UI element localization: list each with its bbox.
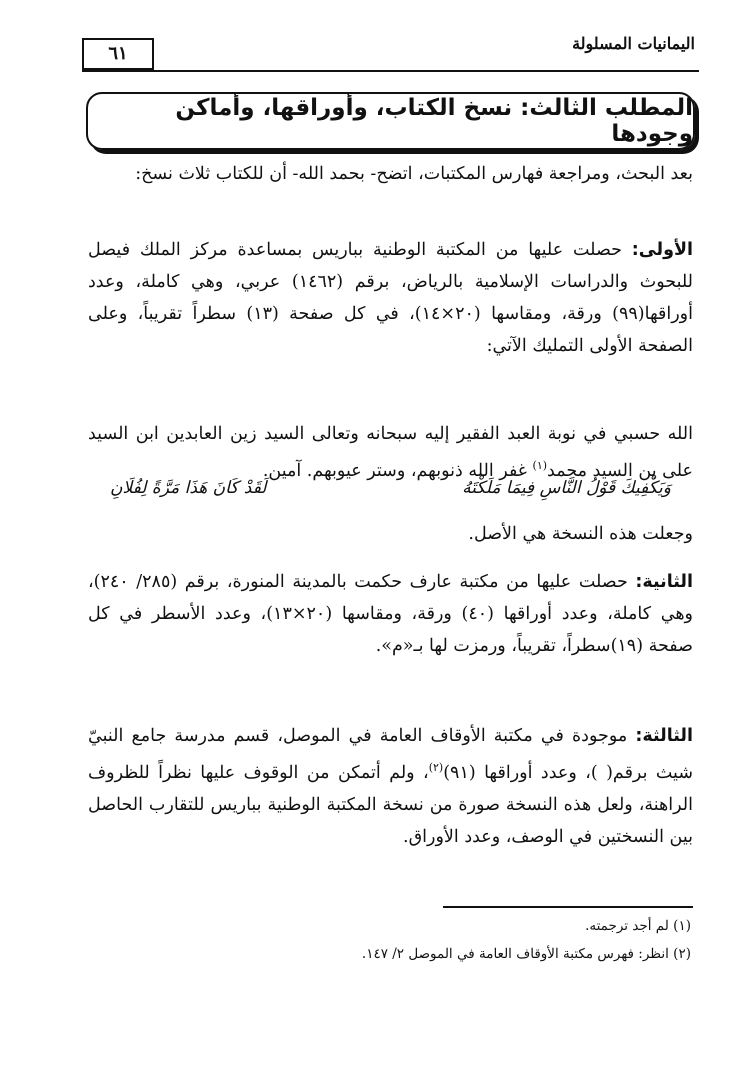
copy-three-text-b: ، ولم أتمكن من الوقوف عليها نظراً للظروف الراهنة، ولعل هذه النسخة صورة من نسخة المكتبة الوطنية بباريس للتقارب الحاصل بين النسختين في الوصف، وعدد الأوراق. <box>88 762 693 847</box>
running-header-title: اليمانيات المسلولة <box>572 34 695 53</box>
ownership-text-b: غفر الله ذنوبهم، وستر عيوبهم. آمين. <box>262 460 533 481</box>
poem-hemistich-2: لَقَدْ كَانَ هَذَا مَرَّةً لِفُلَانِ <box>110 478 267 498</box>
copy-one-paragraph <box>88 234 693 362</box>
copy-three-text-a: موجودة في مكتبة الأوقاف العامة في الموصل، قسم مدرسة جامع النبيّ شيث برقم( )، وعدد أوراقها (٩١) <box>88 726 694 783</box>
copy-two-label: الثانية: <box>635 572 693 592</box>
header-rule <box>82 70 699 72</box>
closing-line: وجعلت هذه النسخة هي الأصل. <box>468 524 693 544</box>
footnote-ref-1: (١) <box>532 459 548 472</box>
footnote-2: (٢) انظر: فهرس مكتبة الأوقاف العامة في الموصل ٢/ ١٤٧. <box>361 946 691 962</box>
footnote-1: (١) لم أجد ترجمته. <box>585 918 691 934</box>
ownership-text-a: الله حسبي في نوبة العبد الفقير إليه سبحانه وتعالى السيد زين العابدين ابن السيد على بن السيد محمد <box>88 424 693 481</box>
copy-one-label: الأولى: <box>631 240 693 260</box>
ownership-paragraph <box>88 418 693 487</box>
poem-hemistich-1: وَيَكْفِيكَ قَوْلُ النَّاسِ فِيمَا مَلَكْتَهُ <box>462 478 671 498</box>
poem-verse <box>110 478 671 510</box>
copy-two-paragraph <box>88 566 693 662</box>
section-heading-box <box>86 92 695 150</box>
copy-one-text: حصلت عليها من المكتبة الوطنية بباريس بمساعدة مركز الملك فيصل للبحوث والدراسات الإسلامية بالرياض، برقم (١٤٦٢) عربي، وهي كاملة، وعدد أوراقها(٩٩) ورقة، ومقاسها (٢٠×١٤)، في كل صفحة (١٣) سطراً تقريباً، وعلى الصفحة الأولى التمليك الآتي: <box>88 240 693 356</box>
section-heading: المطلب الثالث: نسخ الكتاب، وأوراقها، وأماكن وجودها <box>175 95 693 147</box>
footnote-ref-2: (٢) <box>428 761 444 774</box>
copy-three-label: الثالثة: <box>635 726 693 746</box>
copy-two-text: حصلت عليها من مكتبة عارف حكمت بالمدينة المنورة، برقم (٢٨٥/ ٢٤٠)، وهي كاملة، وعدد أوراقها (٤٠) ورقة، ومقاسها (٢٠×١٣)، وعدد الأسطر في كل صفحة (١٩)سطراً، تقريباً، ورمزت لها بـ«م». <box>88 572 694 656</box>
page-number: ٦١ <box>82 38 154 70</box>
footnote-rule <box>443 906 693 908</box>
copy-three-paragraph <box>88 720 693 853</box>
intro-paragraph: بعد البحث، ومراجعة فهارس المكتبات، اتضح- بحمد الله- أن للكتاب ثلاث نسخ: <box>135 164 693 184</box>
